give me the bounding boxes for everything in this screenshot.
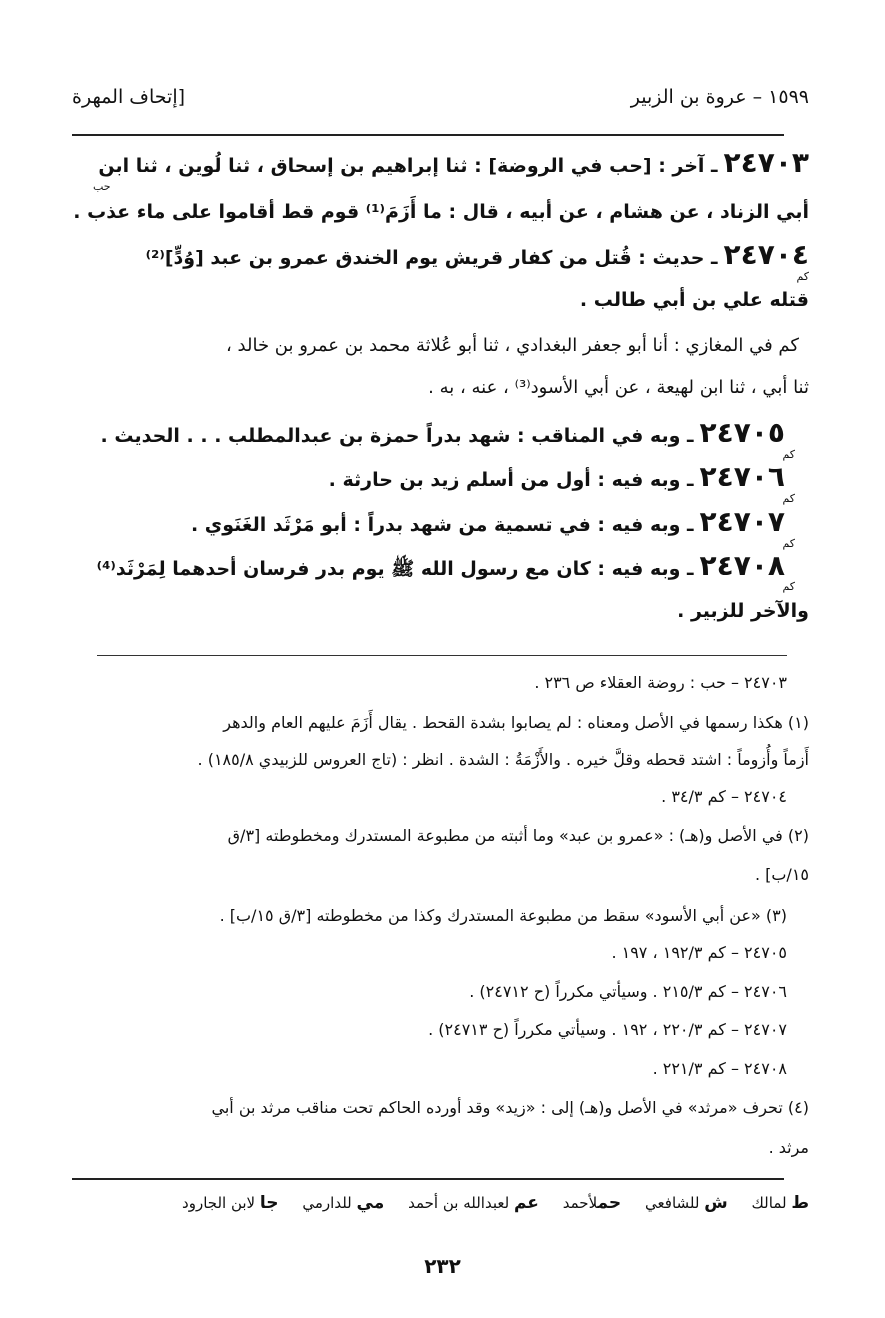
abbr-code: حم [597, 1193, 622, 1213]
hadith-entry-24704-line1 [72, 238, 809, 271]
hadith-text: ـ حديث : قُتل من كفار قريش يوم الخندق عمرو بن عبد [وُدٍّ]⁽²⁾ [145, 247, 718, 269]
footnote-line: (١) هكذا رسمها في الأصل ومعناه : لم يصابوا بشدة القحط . يقال أَزَمَ عليهم العام والدهر [223, 713, 809, 732]
footnote-line: أَزماً وأُزوماً : اشتد قحطه وقلَّ خيره . والأَزْمَةُ : الشدة . انظر : (تاج العروس للزبيدي ١٨٥/٨) . [197, 750, 809, 769]
footnote-line: ٢٤٧٠٨ – كم ٢٢١/٣ . [652, 1059, 787, 1078]
hadith-entry-24708-line2: والآخر للزبير . [677, 600, 809, 622]
hadith-number: ٢٤٧٠٥ [699, 416, 785, 449]
abbreviation-key [182, 1193, 809, 1213]
abbr-name: للدارمي [302, 1194, 352, 1212]
page-number: ٢٣٢ [424, 1254, 461, 1278]
hadith-entry-24703-line2: أبي الزناد ، عن هشام ، عن أبيه ، قال : ما أَزَمَ⁽¹⁾ قوم قط أقاموا على ماء عذب . [73, 201, 809, 223]
hadith-entry-24708 [72, 549, 785, 582]
source-siglum: كم [782, 537, 795, 550]
hadith-entry-24705 [72, 416, 785, 449]
hadith-number: ٢٤٧٠٧ [699, 505, 785, 538]
source-siglum: كم [796, 270, 809, 283]
running-header-title: ١٥٩٩ – عروة بن الزبير [630, 86, 809, 108]
hadith-entry-24703-line1 [72, 146, 809, 179]
isnad-line-2: ثنا أبي ، ثنا ابن لهيعة ، عن أبي الأسود⁽³⁾ ، عنه ، به . [428, 377, 809, 398]
hadith-number: ٢٤٧٠٣ [723, 146, 809, 179]
footnote-line: ٢٤٧٠٤ – كم ٣٤/٣ . [661, 787, 787, 806]
abbr-code: عم [513, 1193, 539, 1213]
hadith-entry-24704-line2: قتله علي بن أبي طالب . [579, 289, 809, 311]
abbr-code: ش [704, 1193, 728, 1213]
source-siglum: كم [782, 448, 795, 461]
hadith-text: ـ وبه في المناقب : شهد بدراً حمزة بن عبدالمطلب . . . الحديث . [100, 425, 694, 447]
running-header-book: [إتحاف المهرة [72, 86, 186, 108]
hadith-entry-24706 [72, 460, 785, 493]
abbr-name: للشافعي [645, 1194, 700, 1212]
hadith-number: ٢٤٧٠٨ [699, 549, 785, 582]
footnote-line: ٢٤٧٠٥ – كم ١٩٢/٣ ، ١٩٧ . [611, 943, 787, 962]
footnote-line: ١٥/ب] . [754, 865, 809, 884]
hadith-text: ـ وبه فيه : أول من أسلم زيد بن حارثة . [328, 469, 694, 491]
footnote-line: ٢٤٧٠٧ – كم ٢٢٠/٣ ، ١٩٢ . وسيأتي مكرراً (ح ٢٤٧١٣) . [428, 1020, 787, 1039]
abbr-code: جا [259, 1193, 279, 1213]
hadith-entry-24707 [72, 505, 785, 538]
hadith-text: ـ آخر : [حب في الروضة] : ثنا إبراهيم بن إسحاق ، ثنا لُوين ، ثنا ابن [98, 155, 718, 177]
abbr-code: ط [791, 1193, 809, 1213]
footnote-line: (٣) «عن أبي الأسود» سقط من مطبوعة المستدرك وكذا من مخطوطته [٣/ق ١٥/ب] . [219, 906, 787, 925]
footnote-line: (٢) في الأصل و(هـ) : «عمرو بن عبد» وما أثبته من مطبوعة المستدرك ومخطوطته [٣/ق [227, 826, 809, 845]
bottom-divider [72, 1178, 784, 1180]
footnote-line: ٢٤٧٠٦ – كم ٢١٥/٣ . وسيأتي مكرراً (ح ٢٤٧١٢) . [469, 982, 787, 1001]
source-siglum: كم [782, 492, 795, 505]
hadith-text: ـ وبه فيه : في تسمية من شهد بدراً : أبو مَرْثَد الغَنَوي . [190, 514, 694, 536]
source-siglum: كم [782, 580, 795, 593]
hadith-text: ـ وبه فيه : كان مع رسول الله ﷺ يوم بدر فرسان أحدهما لِمَرْثَد⁽⁴⁾ [96, 558, 694, 580]
source-siglum: حب [93, 180, 111, 193]
abbr-name: لأحمد [562, 1194, 598, 1212]
abbr-name: لعبدالله بن أحمد [408, 1194, 510, 1212]
hadith-number: ٢٤٧٠٤ [723, 238, 809, 271]
footnote-line: ٢٤٧٠٣ – حب : روضة العقلاء ص ٢٣٦ . [534, 673, 787, 692]
header-divider [72, 134, 784, 136]
abbr-code: مي [356, 1193, 385, 1213]
hadith-number: ٢٤٧٠٦ [699, 460, 785, 493]
abbr-name: لابن الجارود [182, 1194, 256, 1212]
isnad-line-1: كم في المغازي : أنا أبو جعفر البغدادي ، ثنا أبو عُلاثة محمد بن عمرو بن خالد ، [226, 335, 799, 356]
abbr-name: لمالك [751, 1194, 787, 1212]
footnote-divider [97, 655, 787, 656]
footnote-line: (٤) تحرف «مرثد» في الأصل و(هـ) إلى : «زيد» وقد أورده الحاكم تحت مناقب مرثد بن أبي [211, 1098, 809, 1117]
footnote-line: مرثد . [768, 1138, 809, 1157]
